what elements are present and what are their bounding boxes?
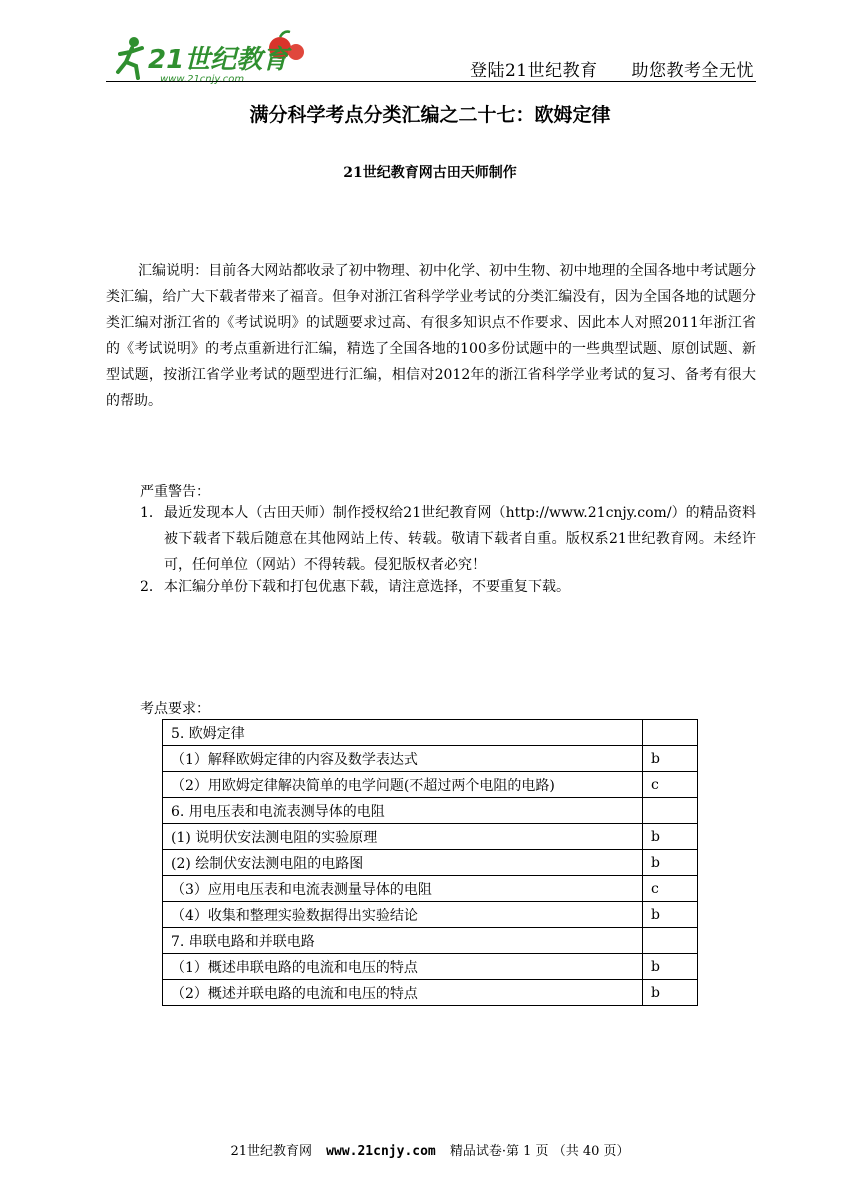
table-row	[163, 902, 698, 928]
runner-icon	[118, 37, 142, 78]
warning-item	[140, 500, 756, 578]
requirement-desc: 7. 串联电路和并联电路	[163, 928, 643, 954]
requirement-level: b	[643, 954, 698, 980]
document-author: 21世纪教育网古田天师制作	[343, 165, 517, 181]
warning-text: 最近发现本人（古田天师）制作授权给21世纪教育网（http://www.21cnjy.com/）的精品资料被下载者下载后随意在其他网站上传、转载。敬请下载者自重。版权系21世纪教育网。未经许可，任何单位（网站）不得转载。侵犯版权者必究！	[164, 505, 756, 573]
footer-site: www.21cnjy.com	[326, 1144, 436, 1159]
table-row	[163, 980, 698, 1006]
logo-url: www.21cnjy.com	[160, 74, 245, 85]
requirement-level: b	[643, 746, 698, 772]
requirement-level	[643, 928, 698, 954]
document-title: 满分科学考点分类汇编之二十七：欧姆定律	[249, 104, 611, 126]
requirement-desc: （3）应用电压表和电流表测量导体的电阻	[163, 876, 643, 902]
requirement-level: b	[643, 902, 698, 928]
requirements-table	[162, 719, 698, 1006]
warning-item	[140, 574, 756, 600]
requirement-level: c	[643, 772, 698, 798]
footer-page-info: 精品试卷·第 1 页 （共 40 页）	[449, 1144, 630, 1159]
requirement-desc: 6. 用电压表和电流表测导体的电阻	[163, 798, 643, 824]
header-slogan	[470, 56, 754, 81]
table-row	[163, 954, 698, 980]
requirement-level: b	[643, 980, 698, 1006]
requirement-desc: （1）解释欧姆定律的内容及数学表达式	[163, 746, 643, 772]
requirement-desc: （2）用欧姆定律解决简单的电学问题(不超过两个电阻的电路)	[163, 772, 643, 798]
table-row	[163, 798, 698, 824]
requirement-level	[643, 798, 698, 824]
warning-number: 1．	[140, 505, 163, 521]
requirement-desc: (2) 绘制伏安法测电阻的电路图	[163, 850, 643, 876]
logo-text: 21世纪教育	[148, 45, 289, 75]
warning-number: 2．	[140, 579, 163, 595]
intro-paragraph: 汇编说明：目前各大网站都收录了初中物理、初中化学、初中生物、初中地理的全国各地中考试题分类汇编，给广大下载者带来了福音。但争对浙江省科学学业考试的分类汇编没有，因为全国各地的试题分类汇编对浙江省的《考试说明》的试题要求过高、有很多知识点不作要求、因此本人对照2011年浙江省的《考试说明》的考点重新进行汇编，精选了全国各地的100多份试题中的一些典型试题、原创试题、新型试题，按浙江省学业考试的题型进行汇编，相信对2012年的浙江省科学学业考试的复习、备考有很大的帮助。	[106, 263, 756, 409]
requirement-desc: （1）概述串联电路的电流和电压的特点	[163, 954, 643, 980]
requirement-level: b	[643, 824, 698, 850]
header-divider	[106, 81, 756, 82]
table-row	[163, 876, 698, 902]
warning-text: 本汇编分单份下载和打包优惠下载，请注意选择，不要重复下载。	[164, 579, 570, 595]
requirement-desc: （4）收集和整理实验数据得出实验结论	[163, 902, 643, 928]
requirement-level: b	[643, 850, 698, 876]
table-row	[163, 746, 698, 772]
warning-heading: 严重警告：	[140, 484, 210, 500]
footer-org: 21世纪教育网	[230, 1144, 313, 1159]
table-row	[163, 850, 698, 876]
table-row	[163, 928, 698, 954]
slogan-help: 助您教考全无忧	[631, 61, 754, 81]
requirement-level: c	[643, 876, 698, 902]
requirements-heading: 考点要求：	[140, 701, 210, 717]
requirement-level	[643, 720, 698, 746]
requirement-desc: 5. 欧姆定律	[163, 720, 643, 746]
table-row	[163, 772, 698, 798]
page-footer	[0, 1140, 860, 1159]
table-row	[163, 720, 698, 746]
table-row	[163, 824, 698, 850]
requirement-desc: （2）概述并联电路的电流和电压的特点	[163, 980, 643, 1006]
slogan-login: 登陆21世纪教育	[469, 61, 598, 81]
requirement-desc: (1) 说明伏安法测电阻的实验原理	[163, 824, 643, 850]
site-logo	[112, 28, 312, 88]
